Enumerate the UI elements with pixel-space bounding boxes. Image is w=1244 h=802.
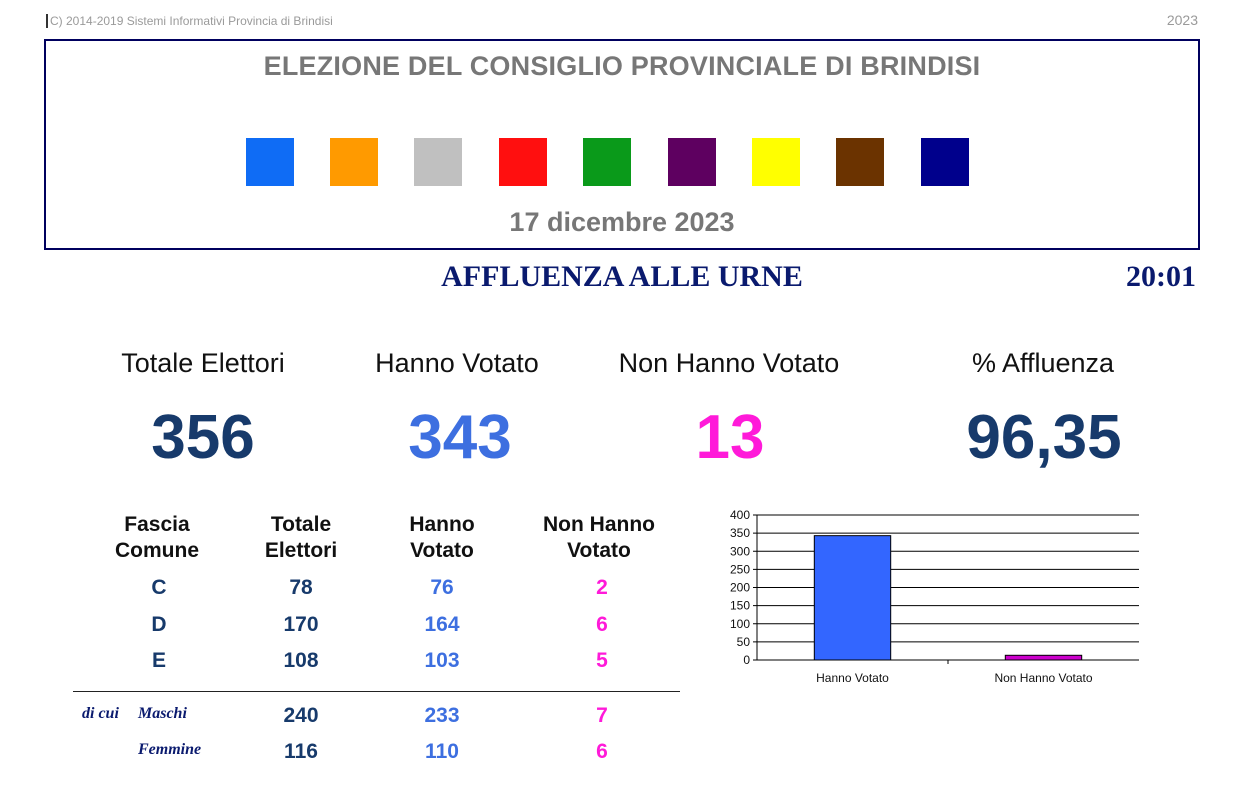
y-tick-label: 100 xyxy=(729,616,750,631)
row-d-non-votato: 6 xyxy=(596,613,608,636)
y-tick-label: 50 xyxy=(736,634,750,649)
total-voters-value: 356 xyxy=(151,403,255,472)
female-votato: 110 xyxy=(425,740,459,763)
y-tick-label: 0 xyxy=(743,653,750,667)
row-e-votato: 103 xyxy=(424,649,460,672)
party-color-swatch-9 xyxy=(921,138,969,186)
y-tick-label: 200 xyxy=(729,580,750,595)
row-c-totale: 78 xyxy=(289,576,313,599)
party-color-swatch-8 xyxy=(836,138,884,186)
male-votato: 233 xyxy=(424,704,460,727)
col-header-totale xyxy=(221,512,381,564)
row-d-votato: 164 xyxy=(424,613,460,636)
bar-hanno-votato xyxy=(814,536,890,660)
female-non-votato: 6 xyxy=(596,740,608,763)
y-tick-label: 250 xyxy=(729,562,750,577)
election-date: 17 dicembre 2023 xyxy=(509,207,735,237)
party-color-swatch-3 xyxy=(414,138,462,186)
row-e-non-votato: 5 xyxy=(596,649,608,672)
col-header-votato xyxy=(362,512,522,564)
col-header-non-line2: Votato xyxy=(567,539,631,562)
row-d-fascia: D xyxy=(151,613,167,636)
male-label: Maschi xyxy=(138,705,187,722)
col-header-non-line1: Non Hanno xyxy=(543,513,655,536)
not-voted-value: 13 xyxy=(695,403,765,472)
year-label: 2023 xyxy=(1166,12,1198,28)
female-label: Femmine xyxy=(138,741,202,758)
col-header-non-votato xyxy=(519,512,679,564)
bar-non-hanno-votato xyxy=(1005,655,1081,660)
voted-label: Hanno Votato xyxy=(375,348,539,378)
not-voted-label: Non Hanno Votato xyxy=(618,348,840,378)
party-color-swatch-4 xyxy=(499,138,547,186)
male-totale: 240 xyxy=(283,704,319,727)
party-color-swatch-7 xyxy=(752,138,800,186)
col-header-votato-line1: Hanno xyxy=(409,513,475,536)
col-header-totale-line1: Totale xyxy=(270,513,332,536)
female-totale: 116 xyxy=(284,740,318,763)
y-tick-label: 150 xyxy=(729,598,750,613)
turnout-percent-value: 96,35 xyxy=(966,403,1122,472)
col-header-fascia-line1: Fascia xyxy=(124,513,190,536)
header-banner xyxy=(44,39,1200,250)
row-c-fascia: C xyxy=(151,576,167,599)
party-color-swatch-6 xyxy=(668,138,716,186)
copyright-text: C) 2014-2019 Sistemi Informativi Provincia di Brindisi xyxy=(46,14,333,28)
row-c-votato: 76 xyxy=(430,576,454,599)
table-divider xyxy=(73,691,680,692)
election-title: ELEZIONE DEL CONSIGLIO PROVINCIALE DI BRINDISI xyxy=(263,51,981,81)
party-color-swatch-2 xyxy=(330,138,378,186)
turnout-percent-label: % Affluenza xyxy=(971,348,1115,378)
di-cui-label: di cui xyxy=(82,705,119,722)
col-header-fascia-line2: Comune xyxy=(115,539,199,562)
col-header-totale-line2: Elettori xyxy=(264,539,338,562)
x-tick-label: Hanno Votato xyxy=(816,671,889,685)
y-tick-label: 400 xyxy=(729,508,750,522)
y-tick-label: 350 xyxy=(729,526,750,541)
party-color-swatch-1 xyxy=(246,138,294,186)
y-tick-label: 300 xyxy=(729,544,750,559)
x-tick-label: Non Hanno Votato xyxy=(994,671,1093,685)
row-c-non-votato: 2 xyxy=(596,576,608,599)
row-e-fascia: E xyxy=(151,649,166,672)
row-d-totale: 170 xyxy=(283,613,319,636)
male-non-votato: 7 xyxy=(596,704,608,727)
turnout-title: AFFLUENZA ALLE URNE xyxy=(441,260,803,293)
row-e-totale: 108 xyxy=(283,649,319,672)
col-header-fascia xyxy=(77,512,237,564)
update-time: 20:01 xyxy=(1126,260,1196,293)
voted-value: 343 xyxy=(408,403,512,472)
total-voters-label: Totale Elettori xyxy=(121,348,285,378)
party-color-swatch-5 xyxy=(583,138,631,186)
turnout-bar-chart xyxy=(710,505,1170,695)
col-header-votato-line2: Votato xyxy=(410,539,474,562)
